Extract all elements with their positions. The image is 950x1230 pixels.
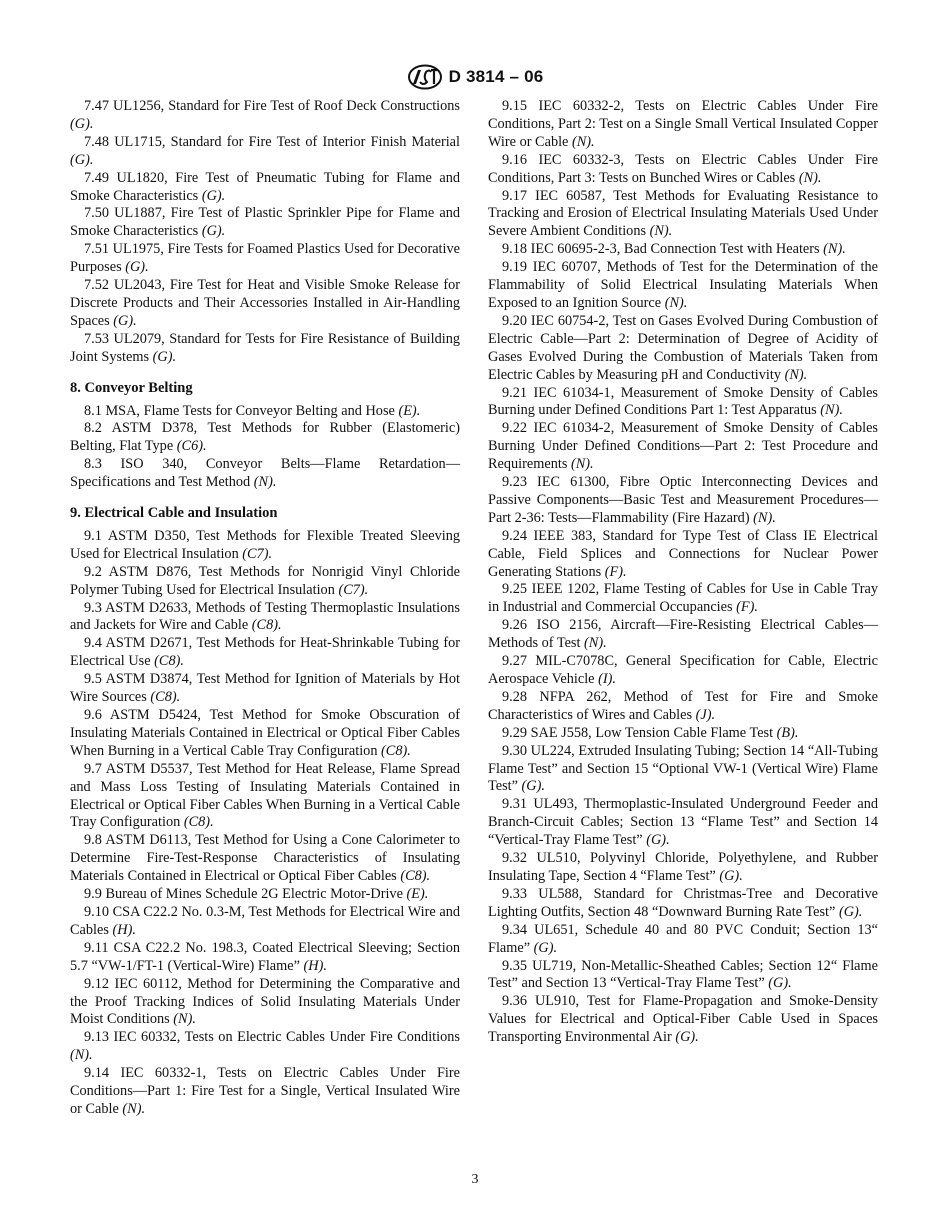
reference-text: 9.29 SAE J558, Low Tension Cable Flame Test bbox=[502, 724, 777, 741]
reference-text: 9.20 IEC 60754-2, Test on Gases Evolved During Combustion of Electric Cable—Part 2: Determination of Degree of Acidity of Gases Evolved During the Combustion of Materials Taken from Electric Cables by Measuring pH and Conductivity bbox=[488, 312, 878, 383]
source-code: (G). bbox=[201, 223, 226, 240]
reference-text: 9.6 ASTM D5424, Test Method for Smoke Obscuration of Insulating Materials Contained in Electrical or Optical Fiber Cables When Burning in a Vertical Cable Tray Configuration bbox=[70, 707, 460, 759]
source-code: (N). bbox=[253, 474, 277, 491]
reference-text: 9.5 ASTM D3874, Test Method for Ignition of Materials by Hot Wire Sources bbox=[70, 671, 460, 706]
reference-entry bbox=[70, 886, 460, 904]
reference-text: 7.52 UL2043, Fire Test for Heat and Visible Smoke Release for Discrete Products and Their Accessories Installed in Air-Handling Spaces bbox=[70, 277, 460, 329]
reference-text: 9.11 CSA C22.2 No. 198.3, Coated Electrical Sleeving; Section 5.7 “VW-1/FT-1 (Vertical-Wire) Flame” bbox=[70, 939, 460, 974]
source-code: (C8). bbox=[381, 742, 411, 759]
source-code: (N). bbox=[664, 294, 688, 311]
reference-text: 9.23 IEC 61300, Fibre Optic Interconnecting Devices and Passive Components—Basic Test and Measurement Procedures—Part 2-36: Tests—Flammability (Fire Hazard) bbox=[488, 474, 878, 526]
source-code: (C8). bbox=[183, 814, 214, 831]
source-code: (G). bbox=[70, 151, 94, 168]
reference-entry bbox=[70, 277, 460, 331]
source-code: (G). bbox=[719, 867, 743, 884]
source-code: (B). bbox=[776, 724, 799, 741]
reference-text: 9.16 IEC 60332-3, Tests on Electric Cables Under Fire Conditions, Part 3: Tests on Bunched Wires or Cables bbox=[488, 151, 878, 186]
source-code: (E). bbox=[398, 402, 421, 419]
reference-text: 9.34 UL651, Schedule 40 and 80 PVC Conduit; Section 13“ Flame” bbox=[488, 921, 878, 956]
reference-entry bbox=[488, 796, 878, 850]
reference-entry bbox=[70, 976, 460, 1030]
reference-entry bbox=[488, 98, 878, 152]
reference-entry bbox=[488, 850, 878, 886]
reference-entry bbox=[488, 886, 878, 922]
reference-text: 9.17 IEC 60587, Test Methods for Evaluating Resistance to Tracking and Erosion of Electrical Insulating Materials Used Under Severe Ambient Conditions bbox=[488, 187, 878, 240]
source-code: (G). bbox=[521, 778, 545, 795]
source-code: (H). bbox=[112, 921, 136, 938]
reference-text: 9.26 ISO 2156, Aircraft—Fire-Resisting Electrical Cables—Methods of Test bbox=[488, 617, 878, 652]
reference-text: 9.25 IEEE 1202, Flame Testing of Cables for Use in Cable Tray in Industrial and Commercial Occupancies bbox=[488, 581, 878, 616]
source-code: (C8). bbox=[154, 653, 184, 670]
reference-text: 9.3 ASTM D2633, Methods of Testing Thermoplastic Insulations and Jackets for Wire and Cable bbox=[70, 599, 460, 634]
reference-entry bbox=[488, 420, 878, 474]
reference-text: 7.48 UL1715, Standard for Fire Test of Interior Finish Material bbox=[84, 133, 460, 150]
source-code: (N). bbox=[570, 456, 594, 473]
source-code: (C8). bbox=[400, 868, 431, 885]
source-code: (C8). bbox=[150, 689, 181, 706]
reference-text: 9.27 MIL-C7078C, General Specification for Cable, Electric Aerospace Vehicle bbox=[488, 653, 878, 687]
source-code: (N). bbox=[571, 133, 595, 150]
reference-text: 9.1 ASTM D350, Test Methods for Flexible Treated Sleeving Used for Electrical Insulation bbox=[70, 527, 460, 562]
left-column bbox=[70, 98, 460, 1119]
source-code: (N). bbox=[70, 1047, 93, 1064]
source-code: (G). bbox=[125, 259, 149, 276]
reference-text: 8.2 ASTM D378, Test Methods for Rubber (Elastomeric) Belting, Flat Type bbox=[70, 420, 460, 455]
right-column bbox=[488, 98, 878, 1047]
source-code: (N). bbox=[584, 635, 607, 652]
source-code: (F). bbox=[604, 563, 627, 580]
page-header bbox=[0, 64, 950, 90]
reference-text: 9.30 UL224, Extruded Insulating Tubing; Section 14 “All-Tubing Flame Test” and Section 15 “Optional VW-1 (Vertical Wire) Flame Test” bbox=[488, 742, 878, 795]
reference-entry bbox=[70, 1065, 460, 1119]
source-code: (G). bbox=[113, 312, 137, 329]
reference-entry bbox=[488, 922, 878, 958]
reference-text: 9.7 ASTM D5537, Test Method for Heat Release, Flame Spread and Mass Loss Testing of Insulating Materials Contained in Electrical or Optical Fiber Cables When Burning in a Vertical Cable Tray Configuration bbox=[70, 760, 460, 831]
source-code: (G). bbox=[152, 348, 177, 365]
reference-entry bbox=[70, 331, 460, 367]
source-code: (N). bbox=[823, 241, 846, 258]
reference-entry bbox=[488, 743, 878, 797]
section-heading: 8. Conveyor Belting bbox=[70, 379, 193, 396]
reference-text: 9.31 UL493, Thermoplastic-Insulated Underground Feeder and Branch-Circuit Cables; Section 13 “Flame Test” and Section 14 “Vertical-Tray Flame Test” bbox=[488, 796, 878, 849]
source-code: (C7). bbox=[338, 581, 369, 598]
reference-entry bbox=[70, 707, 460, 761]
reference-text: 9.28 NFPA 262, Method of Test for Fire and Smoke Characteristics of Wires and Cables bbox=[488, 688, 878, 723]
source-code: (N). bbox=[820, 402, 843, 419]
reference-text: 9.36 UL910, Test for Flame-Propagation and Smoke-Density Values for Electrical and Optical-Fiber Cable Used in Spaces Transporting Environmental Air bbox=[488, 993, 878, 1046]
source-code: (N). bbox=[173, 1011, 196, 1028]
reference-entry bbox=[70, 98, 460, 134]
reference-entry bbox=[488, 241, 878, 259]
source-code: (N). bbox=[649, 223, 673, 240]
reference-entry bbox=[488, 385, 878, 421]
reference-entry bbox=[70, 456, 460, 492]
source-code: (G). bbox=[646, 832, 670, 849]
source-code: (F). bbox=[736, 599, 758, 616]
reference-entry bbox=[70, 940, 460, 976]
reference-entry bbox=[70, 420, 460, 456]
reference-text: 9.15 IEC 60332-2, Tests on Electric Cables Under Fire Conditions, Part 2: Test on a Single Small Vertical Insulated Copper Wire or Cable bbox=[488, 98, 878, 150]
reference-entry bbox=[488, 653, 878, 689]
reference-text: 9.19 IEC 60707, Methods of Test for the Determination of the Flammability of Solid Electrical Insulating Materials When Exposed to an Ignition Source bbox=[488, 259, 878, 311]
source-code: (J). bbox=[695, 706, 716, 723]
reference-text: 9.14 IEC 60332-1, Tests on Electric Cables Under Fire Conditions—Part 1: Fire Test for a Single, Vertical Insulated Wire or Cable bbox=[70, 1065, 460, 1117]
reference-entry bbox=[70, 671, 460, 707]
reference-text: 8.3 ISO 340, Conveyor Belts—Flame Retardation—Specifications and Test Method bbox=[70, 456, 460, 491]
source-code: (C6). bbox=[176, 438, 207, 455]
reference-entry bbox=[70, 134, 460, 170]
source-code: (G). bbox=[768, 975, 792, 992]
astm-logo-icon bbox=[407, 64, 443, 90]
reference-entry bbox=[488, 313, 878, 385]
source-code: (H). bbox=[303, 957, 327, 974]
reference-text: 9.21 IEC 61034-1, Measurement of Smoke Density of Cables Burning under Defined Conditions Part 1: Test Apparatus bbox=[488, 384, 878, 419]
reference-text: 9.22 IEC 61034-2, Measurement of Smoke Density of Cables Burning Under Defined Conditions—Part 2: Test Procedure and Requirements bbox=[488, 420, 878, 473]
source-code: (N). bbox=[784, 366, 808, 383]
reference-entry bbox=[70, 241, 460, 277]
reference-entry bbox=[70, 205, 460, 241]
reference-text: 7.49 UL1820, Fire Test of Pneumatic Tubing for Flame and Smoke Characteristics bbox=[70, 169, 460, 204]
reference-entry bbox=[488, 152, 878, 188]
document-designation: D 3814 – 06 bbox=[448, 67, 544, 86]
reference-text: 7.51 UL1975, Fire Tests for Foamed Plastics Used for Decorative Purposes bbox=[70, 241, 460, 276]
reference-entry bbox=[70, 403, 460, 421]
reference-text: 7.47 UL1256, Standard for Fire Test of Roof Deck Constructions bbox=[84, 98, 460, 114]
source-code: (G). bbox=[533, 939, 558, 956]
reference-entry bbox=[70, 528, 460, 564]
reference-entry bbox=[70, 904, 460, 940]
section-heading: 9. Electrical Cable and Insulation bbox=[70, 505, 278, 522]
reference-text: 9.10 CSA C22.2 No. 0.3-M, Test Methods for Electrical Wire and Cables bbox=[70, 903, 460, 938]
reference-entry bbox=[488, 528, 878, 582]
reference-text: 9.2 ASTM D876, Test Methods for Nonrigid Vinyl Chloride Polymer Tubing Used for Electrical Insulation bbox=[70, 563, 460, 598]
reference-entry bbox=[488, 188, 878, 242]
reference-entry bbox=[70, 635, 460, 671]
source-code: (I). bbox=[598, 671, 616, 687]
reference-text: 9.13 IEC 60332, Tests on Electric Cables Under Fire Conditions bbox=[84, 1029, 460, 1046]
reference-text: 9.33 UL588, Standard for Christmas-Tree and Decorative Lighting Outfits, Section 48 “Downward Burning Rate Test” bbox=[488, 885, 878, 920]
source-code: (C8). bbox=[251, 617, 282, 634]
reference-text: 9.24 IEEE 383, Standard for Type Test of Class IE Electrical Cable, Field Splices and Connections for Nuclear Power Generating Stations bbox=[488, 527, 878, 580]
source-code: (N). bbox=[753, 509, 776, 526]
reference-text: 9.8 ASTM D6113, Test Method for Using a Cone Calorimeter to Determine Fire-Test-Response Characteristics of Insulating Materials Contained in Electrical or Optical Fiber Cables bbox=[70, 832, 460, 885]
reference-entry bbox=[488, 259, 878, 313]
reference-entry bbox=[488, 689, 878, 725]
source-code: (C7). bbox=[242, 545, 273, 562]
reference-text: 9.32 UL510, Polyvinyl Chloride, Polyethylene, and Rubber Insulating Tape, Section 4 “Flame Test” bbox=[488, 850, 878, 884]
reference-entry bbox=[70, 761, 460, 833]
reference-text: 8.1 MSA, Flame Tests for Conveyor Belting and Hose bbox=[84, 402, 399, 419]
reference-entry bbox=[488, 617, 878, 653]
source-code: (N). bbox=[122, 1100, 146, 1117]
source-code: (G). bbox=[675, 1029, 699, 1046]
reference-entry bbox=[70, 832, 460, 886]
reference-text: 7.53 UL2079, Standard for Tests for Fire Resistance of Building Joint Systems bbox=[70, 330, 460, 365]
reference-entry bbox=[70, 564, 460, 600]
reference-text: 9.18 IEC 60695-2-3, Bad Connection Test with Heaters bbox=[502, 241, 824, 258]
reference-text: 9.4 ASTM D2671, Test Methods for Heat-Shrinkable Tubing for Electrical Use bbox=[70, 635, 460, 670]
reference-entry bbox=[488, 993, 878, 1047]
source-code: (E). bbox=[406, 886, 429, 903]
reference-entry bbox=[70, 1029, 460, 1065]
reference-entry bbox=[70, 600, 460, 636]
source-code: (N). bbox=[798, 169, 822, 186]
reference-entry bbox=[488, 474, 878, 528]
reference-text: 9.9 Bureau of Mines Schedule 2G Electric Motor-Drive bbox=[84, 886, 407, 903]
reference-entry bbox=[70, 170, 460, 206]
reference-entry bbox=[488, 725, 878, 743]
reference-entry bbox=[488, 581, 878, 617]
page-number: 3 bbox=[471, 1172, 479, 1187]
reference-entry bbox=[488, 958, 878, 994]
reference-text: 9.12 IEC 60112, Method for Determining the Comparative and the Proof Tracking Indices of Solid Insulating Materials Under Moist Conditions bbox=[70, 975, 460, 1028]
reference-text: 7.50 UL1887, Fire Test of Plastic Sprinkler Pipe for Flame and Smoke Characteristics bbox=[70, 205, 460, 240]
source-code: (G). bbox=[838, 903, 863, 920]
reference-text: 9.35 UL719, Non-Metallic-Sheathed Cables; Section 12“ Flame Test” and Section 13 “Vertical-Tray Flame Test” bbox=[488, 957, 878, 992]
source-code: (G). bbox=[70, 115, 94, 132]
source-code: (G). bbox=[201, 187, 226, 204]
